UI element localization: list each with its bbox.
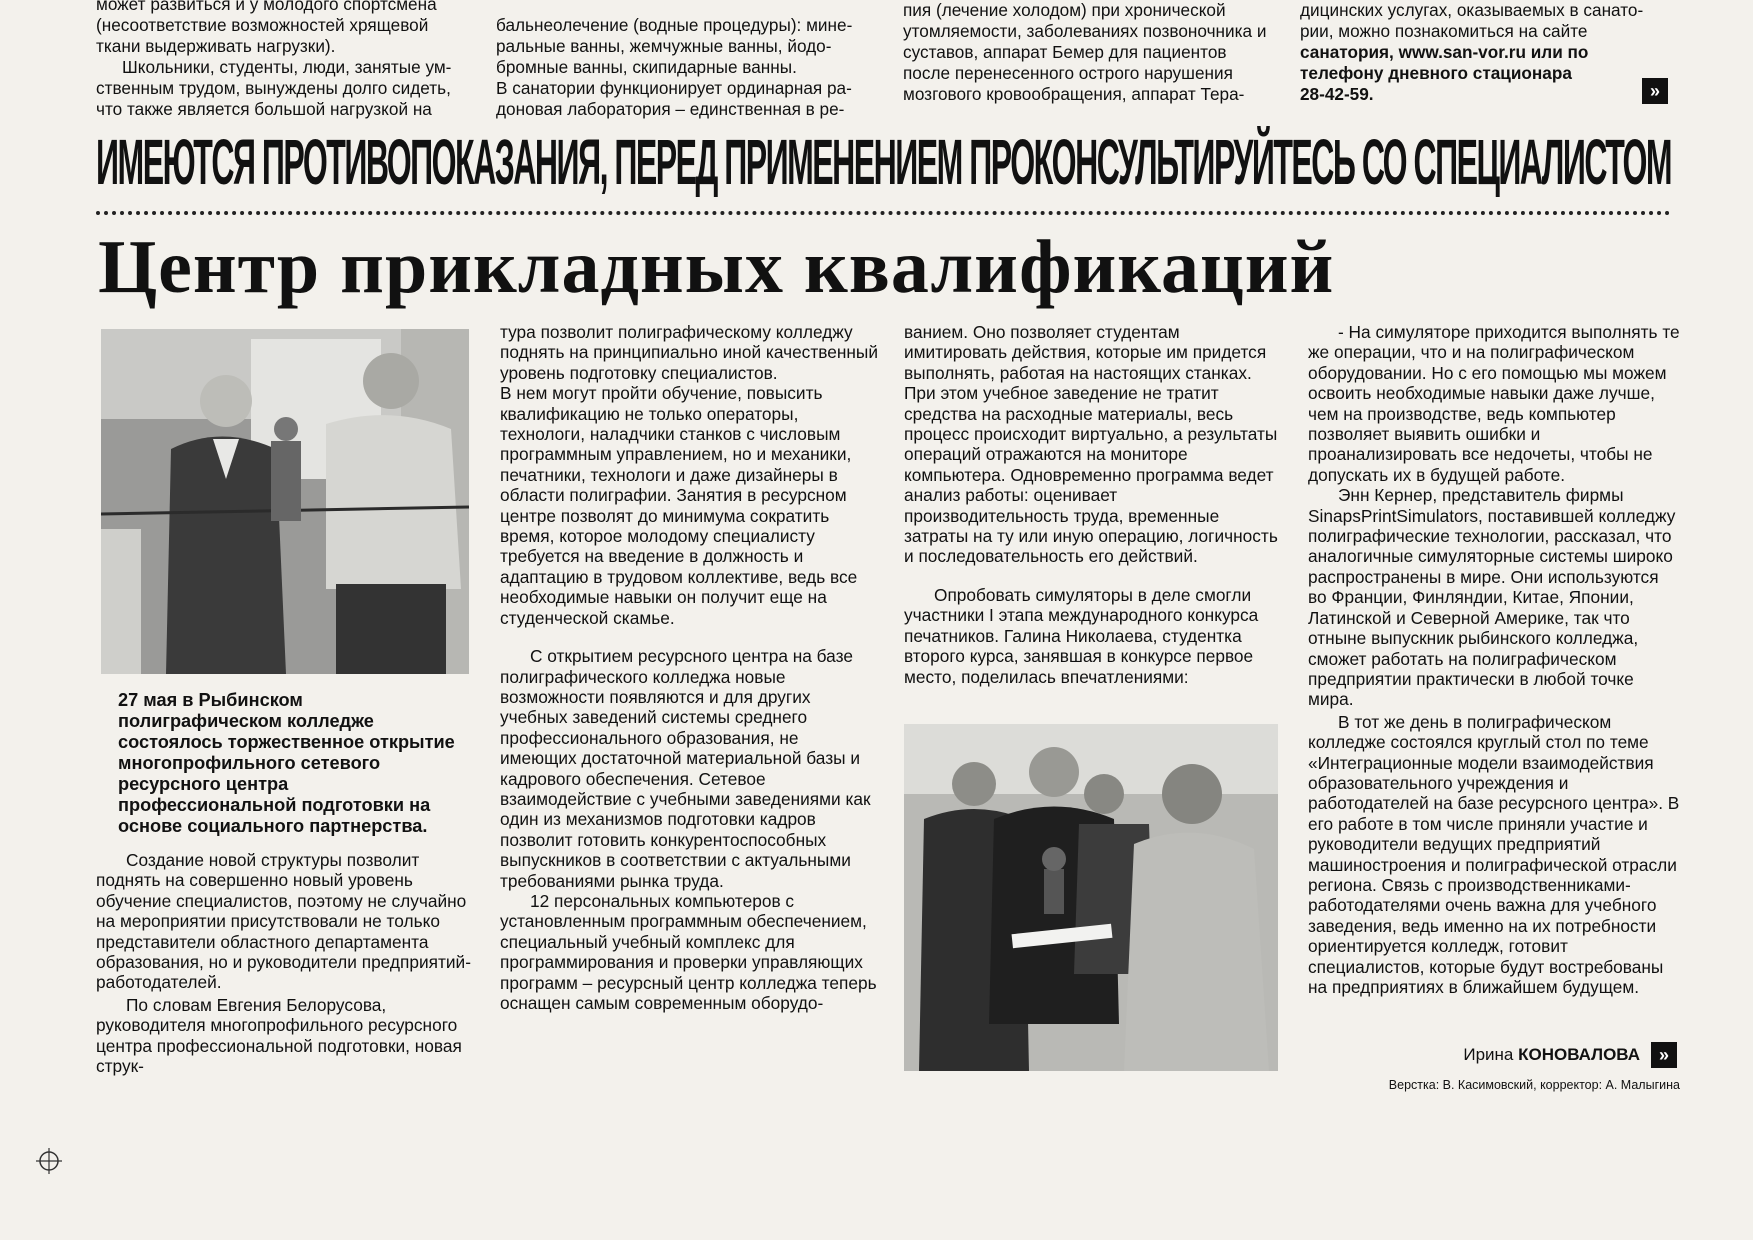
top-strip-col2 (496, 15, 876, 120)
text-line: доновая лаборатория – единственная в ре- (496, 99, 845, 119)
layout-credits: Верстка: В. Касимовский, корректор: А. Малыгина (1388, 1078, 1680, 1092)
text-line: утомляемости, заболеваниях позвоночника и (903, 21, 1267, 41)
award-ceremony-photo (904, 724, 1278, 1071)
article-column-2 (500, 322, 878, 1013)
text-line: что также является большой нагрузкой на (96, 99, 432, 119)
text-line: после перенесенного острого нарушения (903, 63, 1233, 83)
text-line: пия (лечение холодом) при хронической (903, 0, 1226, 20)
text-line: может развиться и у молодого спортсмена (96, 0, 437, 14)
phone-label: телефону дневного стационара (1300, 63, 1572, 83)
paragraph: По словам Евгения Белорусова, руководителя многопрофильного ресурсного центра профессиональной подготовки, новая струк- (96, 994, 462, 1077)
paragraph: 12 персональных компьютеров с установленным программным обеспечением, специальный учебный комплекс для программирования и проверки управляющих программ – ресурсный центр колледжа теперь оснащен самым современным оборудо- (500, 890, 877, 1013)
paragraph: тура позволит полиграфическому колледжу поднять на принципиально иной качественный уровень подготовку специалистов. (500, 322, 878, 383)
text-line: В санатории функционирует ординарная ра- (496, 78, 852, 98)
text-line: рии, можно познакомиться на сайте (1300, 21, 1588, 41)
warning-banner: ИМЕЮТСЯ ПРОТИВОПОКАЗАНИЯ, ПЕРЕД ПРИМЕНЕНИЕМ ПРОКОНСУЛЬТИРУЙТЕСЬ СО СПЕЦИАЛИСТОМ (96, 126, 1672, 198)
text-line: (несоответствие возможностей хрящевой (96, 15, 429, 35)
paragraph: - На симуляторе приходится выполнять те же операции, что и на полиграфическом оборудовании. Но с его помощью мы можем освоить необходимые навыки даже лучше, чем на производстве, ведь компьютер позволяет выявить ошибки и проанализировать все недочеты, чтобы не допускать их в будущей работе. (1308, 322, 1680, 485)
text-line: ственным трудом, вынуждены долго сидеть, (96, 78, 451, 98)
text-line: дицинских услугах, оказываемых в санато- (1300, 0, 1644, 20)
website-text: санатория, www.san-vor.ru или по (1300, 42, 1589, 62)
author-first-name: Ирина (1463, 1045, 1514, 1064)
article-lead: 27 мая в Рыбинском полиграфическом колледже состоялось торжественное открытие многопрофильного сетевого ресурсного центра профессиональной подготовки на основе социального партнерства. (118, 690, 455, 836)
text-line: Школьники, студенты, люди, занятые ум- (122, 57, 452, 77)
article-column-4 (1308, 322, 1680, 997)
paragraph: Энн Кернер, представитель фирмы SinapsPrintSimulators, поставившей колледжу полиграфические технологии, рассказал, что аналогичные симуляторные системы широко распространены в мире. Они используются во Франции, Финляндии, Китае, Японии, Латинской и Северной Америке, так что отныне выпускник рыбинского колледжа, сможет работать на полиграфическом предприятии практически в любой точке мира. (1308, 485, 1676, 710)
paragraph: Создание новой структуры позволит поднять на совершенно новый уровень обучение специалистов, поэтому не случайно на мероприятии присутствовали не только представители областного департамента образования, но и руководители предприятий-работодателей. (96, 850, 471, 993)
end-arrow-icon: » (1651, 1042, 1677, 1068)
text-line: бальнеолечение (водные процедуры): мине- (496, 15, 853, 35)
text-line: ткани выдерживать нагрузки). (96, 36, 336, 56)
top-strip-col4 (1300, 0, 1680, 105)
paragraph: В тот же день в полиграфическом колледже состоялся круглый стол по теме «Интеграционные модели взаимодействия образовательного учреждения и работодателей на базе ресурсного центра». В его работе в том числе приняли участие и руководители ведущих предприятий машиностроения и полиграфической отрасли региона. Связь с производственниками-работодателями очень важна для учебного заведения, ведь именно на их потребности ориентируется колледж, готовит специалистов, которые будут востребованы на предприятиях в ближайшем будущем. (1308, 711, 1680, 997)
article-column-3 (904, 322, 1279, 687)
text-line: мозгового кровообращения, аппарат Тера- (903, 84, 1245, 104)
article-headline: Центр прикладных квалификаций (98, 225, 1335, 309)
paragraph: Опробовать симуляторы в деле смогли участники I этапа международного конкурса печатников. Галина Николаева, студентка второго курса, занявшая в конкурсе первое место, поделилась впечатлениями: (904, 584, 1259, 687)
ribbon-cutting-photo (101, 329, 469, 674)
paragraph: С открытием ресурсного центра на базе полиграфического колледжа новые возможности появляются и для других учебных заведений системы среднего профессионального образования, не имеющих достаточной материальной базы и кадрового обеспечения. Сетевое взаимодействие с учебными заведениями как один из механизмов подготовки кадров позволит готовить конкурентоспособных выпускников в соответствии с актуальными требованиями рынка труда. (500, 646, 871, 891)
author-signature (1320, 1045, 1640, 1065)
dotted-divider (96, 211, 1671, 215)
phone-number: 28-42-59. (1300, 84, 1374, 104)
text-line: ральные ванны, жемчужные ванны, йодо- (496, 36, 832, 56)
paragraph: В нем могут пройти обучение, повысить квалификацию не только операторы, технологи, наладчики станков с числовым программным управлением, но и механики, печатники, технологи и даже дизайнеры в области полиграфии. Занятия в ресурсном центре позволят до минимума сократить время, которое молодому специалисту требуется на введение в должность и адаптацию в трудовом коллективе, ведь все необходимые навыки он получит еще на студенческой скамье. (500, 383, 858, 628)
top-strip-col1 (96, 0, 466, 120)
text-line: суставов, аппарат Бемер для пациентов (903, 42, 1227, 62)
author-last-name: КОНОВАЛОВА (1518, 1045, 1640, 1064)
paragraph: ванием. Оно позволяет студентам имитировать действия, которые им придется выполнять, работая на настоящих станках. При этом учебное заведение не тратит средства на расходные материалы, весь процесс происходит виртуально, а результаты операций отражаются на мониторе компьютера. Одновременно программа ведет анализ работы: оценивает производительность труда, временные затраты на ту или иную операцию, логичность и последовательность его действий. (904, 322, 1278, 567)
continue-arrow-icon: » (1642, 78, 1668, 104)
top-strip-col3 (903, 0, 1273, 105)
text-line: бромные ванны, скипидарные ванны. (496, 57, 797, 77)
article-column-1 (96, 850, 473, 1076)
registration-mark-icon (36, 1148, 62, 1174)
